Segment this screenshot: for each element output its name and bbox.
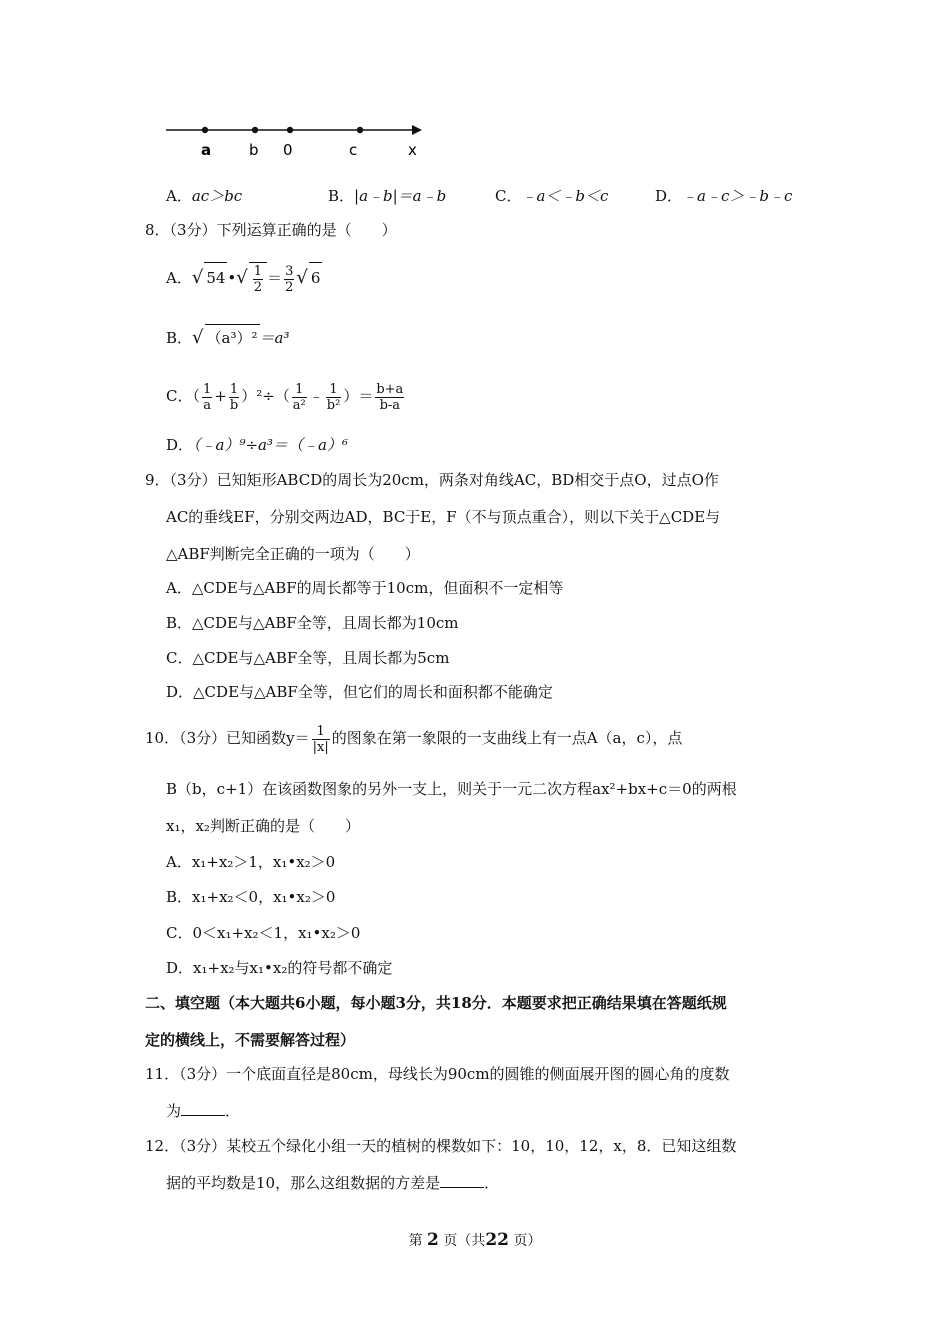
q8-option-b: B．√ （a³）² ＝a³ xyxy=(166,324,289,351)
label-x: x xyxy=(408,141,417,159)
q9-line3: △ABF判断完全正确的一项为（ ） xyxy=(166,545,420,563)
q9-option-b: B．△CDE与△ABF全等，且周长都为10cm xyxy=(166,614,459,632)
q10-line3: x₁，x₂判断正确的是（ ） xyxy=(166,817,360,835)
q7-option-d: D．﹣a﹣c＞﹣b﹣c xyxy=(655,187,793,205)
label-0: 0 xyxy=(283,141,293,159)
q9-option-c: C．△CDE与△ABF全等，且周长都为5cm xyxy=(166,649,450,667)
label-b: b xyxy=(249,141,259,159)
q11-line2: 为 ． xyxy=(166,1102,241,1120)
page-number: 2 xyxy=(427,1230,439,1250)
q12-answer-blank[interactable] xyxy=(440,1173,484,1188)
q7-option-a: A．ac＞bc xyxy=(166,187,243,205)
page-total: 22 xyxy=(485,1230,509,1250)
q9-option-a: A．△CDE与△ABF的周长都等于10cm，但面积不一定相等 xyxy=(166,579,564,597)
q9-option-d: D．△CDE与△ABF全等，但它们的周长和面积都不能确定 xyxy=(166,683,553,701)
number-line xyxy=(160,118,430,163)
section2-heading-line1: 二、填空题（本大题共6小题，每小题3分，共18分．本题要求把正确结果填在答题纸规 xyxy=(145,994,727,1012)
q10-line1: 10．（3分）已知函数y＝ $\frac{1}{|x|}$ 的图象在第一象限的一支曲线上有一点A（a，c），点 xyxy=(145,723,683,755)
q7-option-c: C．﹣a＜﹣b＜c xyxy=(495,187,609,205)
q9-line1: 9．（3分）已知矩形ABCD的周长为20cm，两条对角线AC，BD相交于点O，过点O作 xyxy=(145,471,719,489)
q8-option-c: C．（ $\frac{1}{a}$ + $\frac{1}{b}$ ）²÷（ $\frac{1}{\text{a²}}$ ﹣ $\frac{1}{\text{b²}}$ ）＝ $\frac{b+a}{b-a}$ xyxy=(166,381,404,413)
label-a: a xyxy=(201,141,212,159)
q12-line1: 12．（3分）某校五个绿化小组一天的植树的棵数如下：10，10，12，x，8．已知这组数 xyxy=(145,1137,737,1155)
q11-line1: 11．（3分）一个底面直径是80cm，母线长为90cm的圆锥的侧面展开图的圆心角的度数 xyxy=(145,1065,730,1083)
q10-line2: B（b，c+1）在该函数图象的另外一支上，则关于一元二次方程ax²+bx+c＝0的两根 xyxy=(166,780,737,798)
label-c: c xyxy=(349,141,358,159)
q9-line2: AC的垂线EF，分别交两边AD，BC于E，F（不与顶点重合），则以下关于△CDE与 xyxy=(166,508,721,526)
point-a xyxy=(202,127,208,133)
q8-stem: 8．（3分）下列运算正确的是（ ） xyxy=(145,221,397,239)
q12-line2: 据的平均数是10，那么这组数据的方差是 ． xyxy=(166,1174,500,1192)
q10-option-a: A．x₁+x₂＞1，x₁•x₂＞0 xyxy=(166,853,336,871)
point-c xyxy=(357,127,363,133)
q8-option-d: D．（﹣a）⁹÷a³＝（﹣a）⁶ xyxy=(166,436,348,454)
point-b xyxy=(252,127,258,133)
point-0 xyxy=(287,127,293,133)
q8-option-a: A．√ 54 •√ $\frac{1}{2}$ ＝ $\frac{3}{2}$ √ 6 xyxy=(166,263,321,295)
q11-answer-blank[interactable] xyxy=(181,1101,225,1116)
page-footer: 第 2 页（共22 页） xyxy=(408,1230,542,1250)
q10-option-d: D．x₁+x₂与x₁•x₂的符号都不确定 xyxy=(166,959,393,977)
section2-heading-line2: 定的横线上，不需要解答过程） xyxy=(145,1031,356,1049)
q10-option-c: C．0＜x₁+x₂＜1，x₁•x₂＞0 xyxy=(166,924,361,942)
q7-option-b: B．|a﹣b|＝a﹣b xyxy=(328,187,447,205)
q10-option-b: B．x₁+x₂＜0，x₁•x₂＞0 xyxy=(166,888,336,906)
